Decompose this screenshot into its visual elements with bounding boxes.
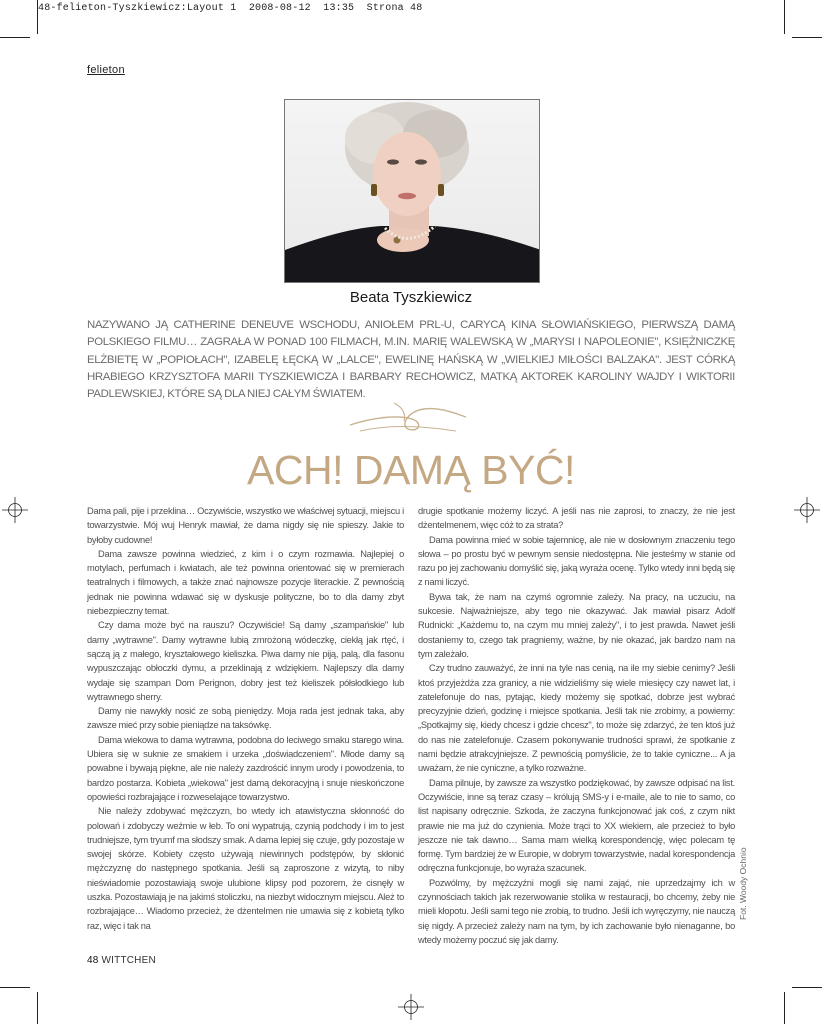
magazine-name: WITTCHEN <box>101 955 156 966</box>
crop-mark <box>792 987 822 988</box>
registration-mark-icon <box>2 497 28 523</box>
slug-line: 48-felieton-Tyszkiewicz:Layout 1 2008-08-12 13:35 Strona 48 <box>38 3 423 14</box>
crop-mark <box>37 0 38 34</box>
body-paragraph: Czy dama może być na rauszu? Oczywiście! Są damy „szampańskie" lub damy „wytrawne". Damy wytrawne lubią zmrożoną wódeczkę, ciekłą jak rtęć, i sączą ją z małego, kryształowego kieliszka. Piwa damy nie piją, palą, dla fasonu wypuszczając obłoczki dymu, a przeklinają z wdziękiem. Najlepszy dla damy wydaje się szampan Dom Perignon, dobry jest też kieliszek półsłodkiego lub wytrawnego sherry. <box>87 620 404 702</box>
photo-credit: Fot. Woody Ochnio <box>738 847 748 920</box>
body-paragraph: Czy trudno zauważyć, że inni na tyle nas cenią, na ile my siebie cenimy? Jeśli ktoś przyjeżdża zza granicy, a nie widzieliśmy się wiele miesięcy czy nawet lat, i zatelefonuje do nas, pytając, kiedy możemy się spotkać, dobrze jest wybrać precyzyjnie dzień, godzinę i miejsce spotkania. Jeśli tak nie zrobimy, a powiemy: „Spotkajmy się, kiedy chcesz i gdzie chcesz", to może się zdarzyć, że ten ktoś już do nas nie zatelefonuje. Czasem pokonywanie trudności sprawi, że spotkanie z nami będzie atrakcyjniejsze. Z pewnością pomyślicie, że to takie cyniczne... A ja uważam, że nie cyniczne, a tylko rozważne. <box>418 663 735 774</box>
crop-mark <box>0 37 30 38</box>
crop-mark <box>37 992 38 1024</box>
body-paragraph: Dama pilnuje, by zawsze za wszystko podziękować, by zawsze odpisać na list. Oczywiście, inne są teraz czasy – królują SMS-y i e-maile, ale to nie to samo, co list napisany odręcznie. Szkoda, że zaczyna funkcjonować jak coś, z czym nikt prawie nie ma już do czynienia. Może trąci to XX wiekiem, ale przecież to było jeszcze nie tak dawno… Sama mam wielką korespondencję, więc polecam tę formę. Tym bardziej że w Europie, w dobrym towarzystwie, nadal korespondencja odręczna funkcjonuje, bo wyraża szacunek. <box>418 777 735 874</box>
registration-mark-icon <box>398 994 424 1020</box>
crop-mark <box>0 987 30 988</box>
body-paragraph: Pozwólmy, by mężczyźni mogli się nami zająć, nie uprzedzajmy ich w czynnościach takich jak rezerwowanie stolika w restauracji, bo chcemy, żeby nie mieli kłopotu. Jeśli sami tego nie zrobią, to trudno. Jeśli ich wyręczymy, nie nauczą się nigdy. A przecież zależy nam na tym, by ich zachowanie było nienaganne, bo wtedy możemy poczuć się jak damy. <box>418 877 735 945</box>
page-folio <box>87 955 156 966</box>
registration-mark-icon <box>794 497 820 523</box>
flourish-ornament-icon <box>346 395 470 443</box>
photo-caption: Beata Tyszkiewicz <box>349 289 473 306</box>
body-paragraph: Damy nie nawykły nosić ze sobą pieniędzy. Moja rada jest jednak taka, aby zawsze mieć przy sobie pieniądze na taksówkę. <box>87 706 404 731</box>
article-title: ACH! DAMĄ BYĆ! <box>247 447 575 493</box>
body-paragraph: Nie należy zdobywać mężczyzn, bo wtedy ich atawistyczna skłonność do polowań i zdobyczy weźmie w łeb. To oni wypatrują, czynią podchody i im to jest trudniejsze, tym tryumf ma słodszy smak. A dama lepiej się czuje, gdy pozostaje w swojej skórze. Kobiety często używają niewinnych podstępów, by skłonić mężczyznę do następnego spotkania. Jeśli są zaproszone z wizytą, to niby nieświadomie pozostawiają swoje ulubione klipsy pod pozorem, że cisnęły w uszka. Pozostawiają je na jakimś stoliczku, na niezbyt widocznym miejscu. Ależ to rozbrajające… Wiadomo przecież, że dżentelmen nie umawia się z kobietą tylko raz, więc i tak na <box>87 806 404 931</box>
lead-paragraph: NAZYWANO JĄ CATHERINE DENEUVE WSCHODU, ANIOŁEM PRL-U, CARYCĄ KINA SŁOWIAŃSKIEGO, PIERWSZĄ DAMĄ POLSKIEGO FILMU… ZAGRAŁA W PONAD 100 FILMACH, M.IN. MARIĘ WALEWSKĄ W „MARYSI I NAPOLEONIE", KSIĘŻNICZKĘ ELŻBIETĘ W „POPIOŁACH", IZABELĘ ŁĘCKĄ W „LALCE", EWELINĘ HAŃSKĄ W „WIELKIEJ MIŁOŚCI BALZAKA". JEST CÓRKĄ HRABIEGO KRZYSZTOFA MARII TYSZKIEWICZA I BARBARY RECHOWICZ, MATKĄ AKTOREK KAROLINY WAJDY I WIKTORII PADLEWSKIEJ, KTÓRE SĄ DLA NIEJ CAŁYM ŚWIATEM. <box>87 319 735 401</box>
body-paragraph: Dama powinna mieć w sobie tajemnicę, ale nie w dosłownym znaczeniu tego słowa – po prostu być w pewnym sensie niedostępna. Nie jesteśmy w stanie od razu po jej zachowaniu domyślić się, jaką wyraża ocenę. Tylko wtedy inni będą się z nami liczyć. <box>418 534 735 588</box>
body-column-right <box>418 504 735 947</box>
body-paragraph: Dama pali, pije i przeklina… Oczywiście, wszystko we właściwej sytuacji, miejscu i towarzystwie. Mój wuj Henryk mawiał, że dama nigdy się nie spieszy. Jakie to byłoby cudowne! <box>87 506 404 545</box>
crop-mark <box>792 37 822 38</box>
section-label: felieton <box>87 64 125 76</box>
body-paragraph: Bywa tak, że nam na czymś ogromnie zależy. Na pracy, na uczuciu, na sukcesie. Najważniejsze, aby tego nie okazywać. Jak mawiał pisarz Adolf Rudnicki: „Każdemu to, na czym mu mniej zależy", i to jest prawda. Nawet jeśli dostaniemy to, czego tak pragniemy, ważne, by nie okazać, jak bardzo nam na tym zależało. <box>418 591 735 659</box>
crop-mark <box>784 992 785 1024</box>
portrait-illustration <box>285 100 540 283</box>
body-paragraph: drugie spotkanie możemy liczyć. A jeśli nas nie zaprosi, to znaczy, że nie jest dżentelmenem, więc cóż to za strata? <box>418 506 735 531</box>
body-column-left <box>87 504 404 933</box>
crop-mark <box>784 0 785 34</box>
page-number: 48 <box>87 955 99 966</box>
body-paragraph: Dama wiekowa to dama wytrawna, podobna do leciwego smaku starego wina. Ubiera się w suknie ze smakiem i urzeka „doświadczeniem". Młode damy są powabne i bywają piękne, ale nie należy zazdrościć innym urody i powodzenia, to bardzo postarza. Kobieta „wiekowa" jest damą dekoracyjną i snuje nieskończone opowieści rozbrajające i rozweselające towarzystwo. <box>87 734 404 802</box>
portrait-photo <box>284 99 540 283</box>
body-paragraph: Dama zawsze powinna wiedzieć, z kim i o czym rozmawia. Najlepiej o motylach, perfumach i kwiatach, ale też powinna orientować się w premierach teatralnych i filmowych, a także znać najnowsze pozycje literackie. Z pewnością jednak nie powinna wdawać się w dyskusje polityczne, bo to dla damy zbyt niebezpieczny temat. <box>87 548 404 617</box>
